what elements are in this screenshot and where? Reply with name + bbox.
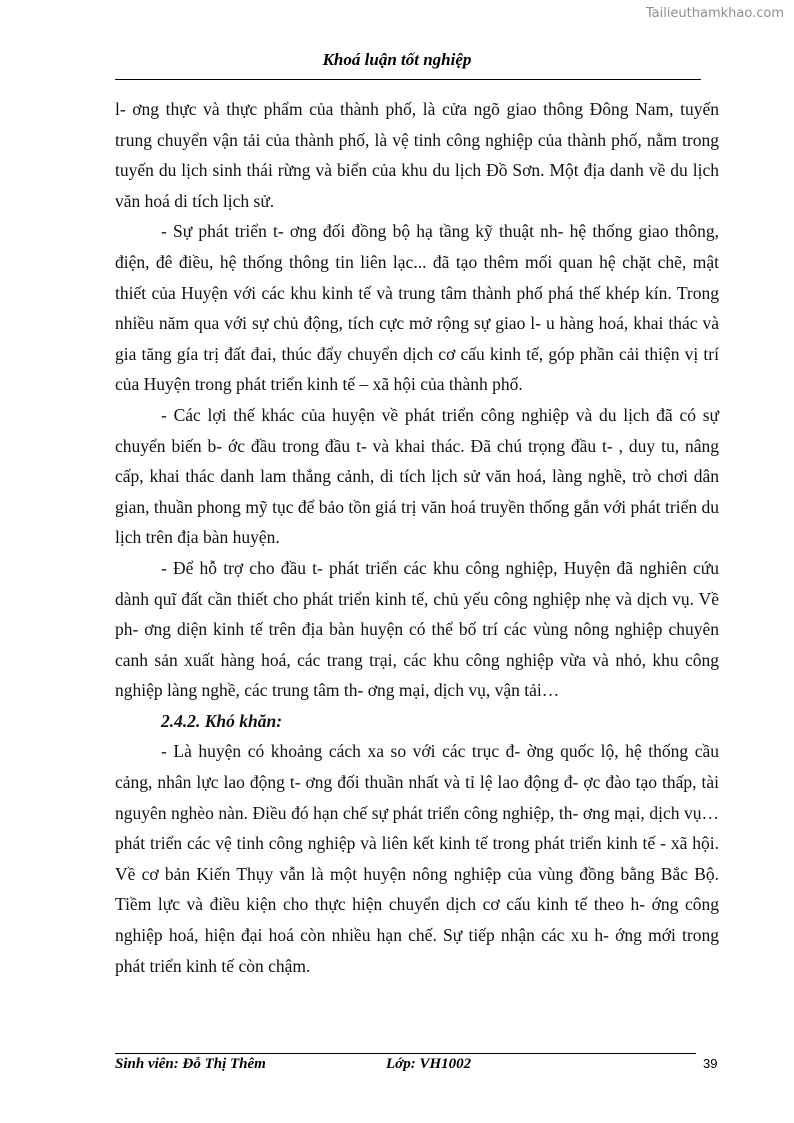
section-heading: 2.4.2. Khó khăn: bbox=[161, 710, 283, 731]
page-number: 39 bbox=[703, 1056, 718, 1071]
footer-divider bbox=[115, 1053, 696, 1054]
footer-student: Sinh viên: Đỗ Thị Thêm bbox=[115, 1056, 266, 1072]
header-divider bbox=[115, 79, 701, 80]
paragraph-4: - Để hỗ trợ cho đầu t- phát triển các khu công nghiệp, Huyện đã nghiên cứu dành quĩ đất cần thiết cho phát triển kinh tế, chủ yếu công nghiệp nhẹ và dịch vụ. Về ph- ơng diện kinh tế trên địa bàn huyện có thể bố trí các vùng nông nghiệp chuyên canh sản xuất hàng hoá, các trang trại, các khu công nghiệp vừa và nhỏ, khu công nghiệp làng nghề, các trung tâm th- ơng mại, dịch vụ, vận tải… bbox=[115, 557, 719, 701]
footer-class: Lớp: VH1002 bbox=[386, 1056, 472, 1072]
body-text bbox=[115, 94, 719, 981]
paragraph-2: - Sự phát triển t- ơng đối đồng bộ hạ tầng kỹ thuật nh- hệ thống giao thông, điện, đê điều, hệ thống thông tin liên lạc... đã tạo thêm mối quan hệ chặt chẽ, mật thiết của Huyện với các khu kinh tế và trung tâm thành phố phá thế khép kín. Trong nhiều năm qua với sự chủ động, tích cực mở rộng sự giao l- u hàng hoá, khai thác và gia tăng gía trị đất đai, thúc đẩy chuyển dịch cơ cấu kinh tế, góp phần cải thiện vị trí của Huyện trong phát triển kinh tế – xã hội của thành phố. bbox=[115, 221, 719, 395]
page-header-title: Khoá luận tốt nghiệp bbox=[322, 50, 472, 69]
paragraph-1: l- ơng thực và thực phẩm của thành phố, là cửa ngõ giao thông Đông Nam, tuyến trung chuyển vận tải của thành phố, là vệ tinh công nghiệp của thành phố, nằm trong tuyến du lịch sinh thái rừng và biển của khu du lịch Đồ Sơn. Một địa danh về du lịch văn hoá di tích lịch sử. bbox=[115, 99, 719, 211]
paragraph-3: - Các lợi thế khác của huyện về phát triển công nghiệp và du lịch đã có sự chuyển biến b- ớc đầu trong đầu t- và khai thác. Đã chú trọng đầu t- , duy tu, nâng cấp, khai thác danh lam thắng cảnh, di tích lịch sử văn hoá, làng nghề, trò chơi dân gian, thuần phong mỹ tục để bảo tồn giá trị văn hoá truyền thống gắn với phát triển du lịch trên địa bàn huyện. bbox=[115, 404, 719, 548]
paragraph-5: - Là huyện có khoảng cách xa so với các trục đ- ờng quốc lộ, hệ thống cầu cảng, nhân lực lao động t- ơng đối thuần nhất và tỉ lệ lao động đ- ợc đào tạo thấp, tài nguyên nghèo nàn. Điều đó hạn chế sự phát triển công nghiệp, th- ơng mại, dịch vụ… phát triển các vệ tinh công nghiệp và liên kết kinh tế trong phát triển kinh tế - xã hội. Về cơ bản Kiến Thụy vẫn là một huyện nông nghiệp của vùng đồng bằng Bắc Bộ. Tiềm lực và điều kiện cho thực hiện chuyển dịch cơ cấu kinh tế theo h- ớng công nghiệp hoá, hiện đại hoá còn nhiều hạn chế. Sự tiếp nhận các xu h- ớng mới trong phát triển kinh tế còn chậm. bbox=[115, 741, 719, 976]
watermark: Tailieuthamkhao.com bbox=[645, 6, 784, 21]
